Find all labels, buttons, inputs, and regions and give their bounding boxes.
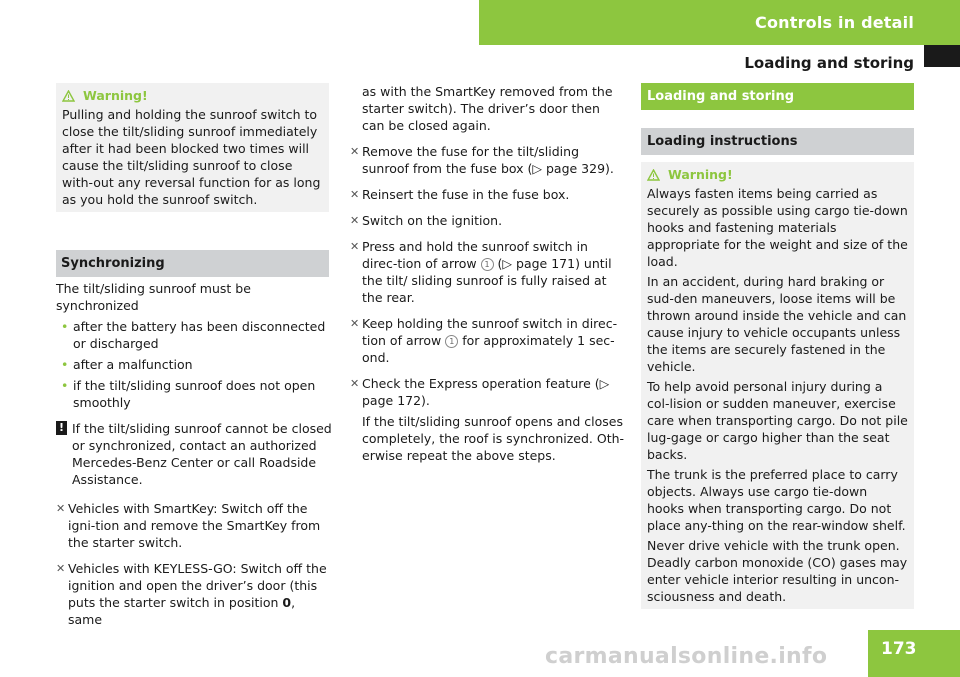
section-heading-loading (641, 83, 914, 110)
warning-paragraph: Always fasten items being carried as securely as possible using cargo tie-down hooks and fastening materials appropriate for the weight and size of the load. (647, 186, 908, 269)
list-item: • if the tilt/sliding sunroof does not open smoothly (61, 378, 316, 410)
step: ✕ Vehicles with KEYLESS-GO: Switch off the ignition and open the driver’s door (this puts the starter switch in position 0, same (56, 561, 327, 627)
warning-title: Warning! (83, 88, 148, 103)
warning-box-left (56, 83, 329, 212)
section-heading-synchronizing (56, 250, 329, 277)
step-marker-icon: ✕ (56, 502, 66, 515)
middle-column (350, 83, 626, 464)
step-marker-icon: ✕ (350, 377, 360, 390)
warning-triangle-icon (647, 169, 660, 181)
list-item: • after the battery has been disconnected or discharged (61, 319, 326, 351)
step-marker-icon: ✕ (350, 214, 360, 227)
subsection-heading-instructions (641, 128, 914, 155)
right-column (641, 83, 914, 609)
page-number: 173 (881, 639, 917, 659)
warning-box-right (641, 162, 914, 609)
section-title: Loading and storing (744, 54, 914, 72)
warning-text: Pulling and holding the sunroof switch to close the tilt/sliding sunroof immediately after it had been blocked two times will cause the tilt/sliding sunroof to close with-out any reversal function for as long as you hold the sunroof switch. (62, 107, 321, 207)
warning-heading (62, 87, 323, 104)
warning-paragraph: Never drive vehicle with the trunk open. Deadly carbon monoxide (CO) gases may enter vehicle interior resulting in uncon-sciousness and death. (647, 538, 908, 604)
step-marker-icon: ✕ (350, 145, 360, 158)
step-note: If the tilt/sliding sunroof opens and closes completely, the roof is synchronized. Oth-erwise repeat the above steps. (362, 414, 625, 463)
arrow-number-icon: 1 (445, 335, 458, 348)
step: ✕ Press and hold the sunroof switch in direc-tion of arrow 1 (▷ page 171) until the tilt/ sliding sunroof is fully raised at the rear. (350, 239, 612, 305)
step: ✕ Keep holding the sunroof switch in direc-tion of arrow 1 for approximately 1 sec-ond. (350, 316, 618, 365)
step-marker-icon: ✕ (56, 562, 66, 575)
chapter-title: Controls in detail (755, 13, 914, 32)
step-marker-icon: ✕ (350, 188, 360, 201)
step: ✕ Check the Express operation feature (▷ page 172). (350, 376, 610, 408)
loading-heading-text: Loading and storing (647, 89, 795, 104)
warning-title: Warning! (668, 167, 733, 182)
thumb-tab (924, 45, 960, 67)
instructions-heading-text: Loading instructions (647, 134, 798, 149)
warning-paragraph: The trunk is the preferred place to carry objects. Always use cargo tie-down hooks when transporting cargo. Do not place any-thing on the rear-window shelf. (647, 467, 906, 533)
warning-heading (647, 166, 908, 183)
notice (56, 420, 333, 488)
page-number-box (868, 630, 960, 677)
sync-heading-text: Synchronizing (61, 256, 165, 271)
sync-intro: The tilt/sliding sunroof must be synchronized (56, 281, 251, 313)
exclamation-icon: ! (56, 421, 67, 435)
warning-triangle-icon (62, 90, 75, 102)
watermark: carmanualsonline.info (545, 644, 828, 669)
step: ✕ Switch on the ignition. (350, 213, 503, 228)
step: ✕ Remove the fuse for the tilt/sliding sunroof from the fuse box (▷ page 329). (350, 144, 614, 176)
step-marker-icon: ✕ (350, 317, 360, 330)
step: ✕ Reinsert the fuse in the fuse box. (350, 187, 570, 202)
warning-paragraph: In an accident, during hard braking or sud-den maneuvers, loose items will be thrown around inside the vehicle and can cause injury to vehicle occupants unless the items are securely fastened in the vehicle. (647, 274, 907, 374)
left-column (56, 83, 329, 277)
step: ✕ Vehicles with SmartKey: Switch off the igni-tion and remove the SmartKey from the starter switch. (56, 501, 321, 550)
continued-text: as with the SmartKey removed from the starter switch). The driver’s door then can be closed again. (362, 84, 613, 133)
notice-text: If the tilt/sliding sunroof cannot be closed or synchronized, contact an authorized Mercedes-Benz Center or call Roadside Assistance. (72, 421, 332, 487)
chapter-bar (479, 0, 960, 45)
step-marker-icon: ✕ (350, 240, 360, 253)
list-item: • after a malfunction (61, 357, 193, 372)
warning-paragraph: To help avoid personal injury during a col-lision or sudden maneuver, exercise care when transporting cargo. Do not pile lug-gage or cargo higher than the seat backs. (647, 379, 908, 462)
left-column-body (56, 280, 333, 628)
arrow-number-icon: 1 (481, 258, 494, 271)
